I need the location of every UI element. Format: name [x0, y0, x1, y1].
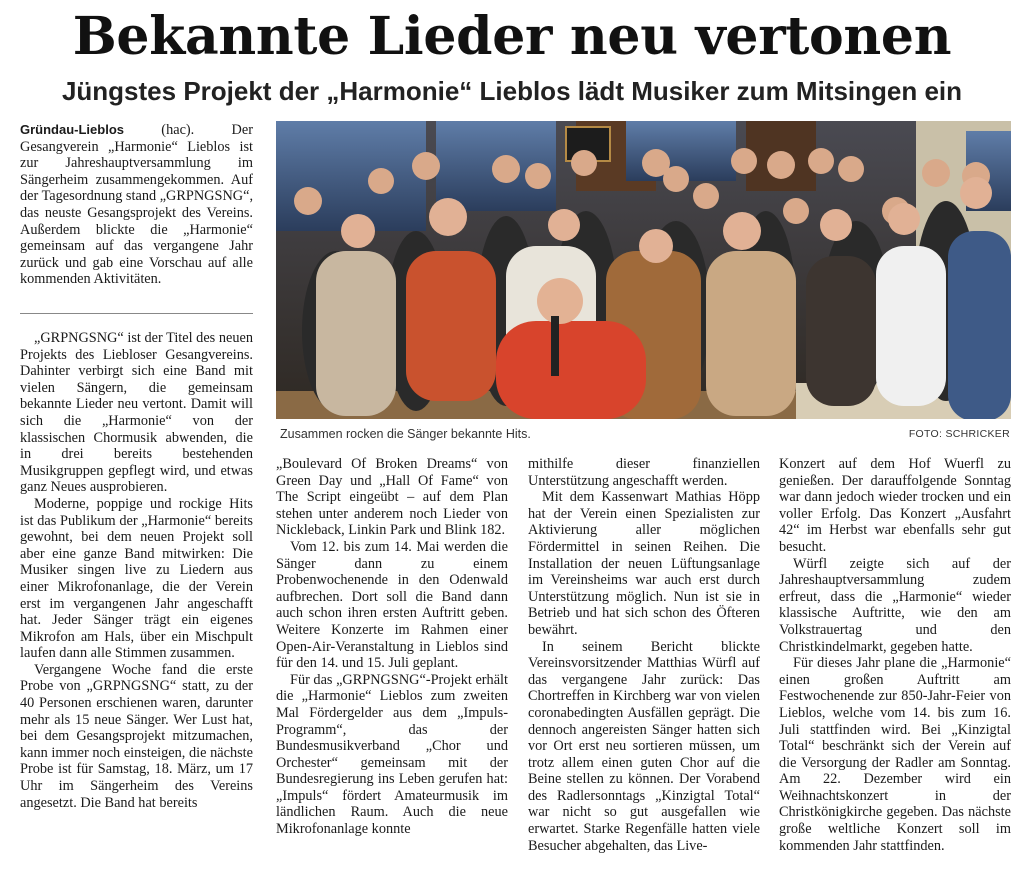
article-column-1-intro	[20, 122, 253, 312]
paragraph: Für dieses Jahr plane die „Harmonie“ einen großen Auftritt am Festwochenende zur 850-Jahr-Feier von Lieblos, welche vom 14. bis zum 16. Juli stattfinden wird. Bei „Kinzigtal Total“ beschränkt sich der Verein auf die Versorgung der Radler am Sonntag. Am 22. Dezember wird ein Weihnachtskonzert in der Christkönigkirche gegeben. Das nächste große weltliche Konzert soll im kommenden Jahr stattfinden.	[779, 655, 1011, 854]
paragraph: „GRPNGSNG“ ist der Titel des neuen Projekts des Liebloser Gesangvereins. Dahinter verbirgt sich eine Band mit vielen Sängern, die gemeinsam bekannte Lieder neu vertont. Damit will sich die „Harmonie“ von der klassischen Chormusik abwenden, die in drei bereits bestehenden Musikgruppen gepflegt wird, und etwas ganz Neues ausprobieren.	[20, 330, 253, 496]
paragraph: In seinem Bericht blickte Vereinsvorsitzender Matthias Würfl auf das vergangene Jahr zurück: Das Chortreffen in Kirchberg war von vielen coronabedingten Ausfällen geprägt. Die dennoch angereisten Sänger hatten sich vor Ort erst neu sortieren müssen, um trotz allem einen guten Chor auf die Beine stellen zu können. Der Vorabend des Radlersonntags „Kinzigtal Total“ war nicht so gut ausgefallen wie erwartet. Starke Regenfälle hatten viele Besucher abgehalten, das Live-	[528, 638, 760, 854]
article-headline: Bekannte Lieder neu vertonen	[72, 6, 952, 67]
intro-divider	[20, 313, 253, 314]
paragraph: Mit dem Kassenwart Mathias Höpp hat der Verein einen Spezialisten zur Aktivierung aller möglichen Fördermittel in seinen Reihen. Die Installation der neuen Lüftungsanlage im Vereinsheims war auch erst durch Unterstützung möglich. Nun ist sie in Betrieb und hat sich schon des Öfteren bewährt.	[528, 489, 760, 638]
intro-text: (hac). Der Gesangverein „Harmonie“ Lieblos ist zur Jahreshauptversammlung im Sängerheim zusammengekommen. Auf der Tagesordnung stand „GRPNGSNG“, das neuste Gesangsprojekt des Vereins. Außerdem blickte die „Harmonie“ gemeinsam auf das vergangene Jahr zurück und gab eine Vorschau auf alle kommenden Aktivitäten.	[20, 122, 253, 288]
photo-caption: Zusammen rocken die Sänger bekannte Hits.	[280, 427, 531, 441]
article-column-3	[528, 456, 760, 866]
paragraph: Vergangene Woche fand die erste Probe von „GRPNGSNG“ statt, zu der 40 Personen erschienen waren, darunter mehr als 15 neue Sänger. Wer Lust hat, bei dem Gesangsprojekt mitzumachen, kann immer noch einsteigen, die nächste Probe ist für Samstag, 18. März, um 17 Uhr im Sängerheim des Vereins angesetzt. Die Band hat bereits	[20, 661, 253, 811]
paragraph: Konzert auf dem Hof Wuerfl zu genießen. Der darauffolgende Sonntag war dann jedoch wieder trocken und ein voller Erfolg. Das Konzert „Ausfahrt 42“ im Herbst war ebenfalls sehr gut besucht.	[779, 456, 1011, 555]
paragraph: Würfl zeigte sich auf der Jahreshauptversammlung zudem erfreut, dass die „Harmonie“ wieder klassische Auftritte, wie den am Volkstrauertag und den Christkindelmarkt, gegeben hatte.	[779, 555, 1011, 655]
intro-paragraph	[20, 122, 253, 288]
paragraph: Für das „GRPNGSNG“-Projekt erhält die „Harmonie“ Lieblos zum zweiten Mal Fördergelder aus dem „Impuls-Programm“, das der Bundesmusikverband „Chor und Orchester“ gemeinsam mit der Bundesregierung ins Leben gerufen hat: „Impuls“ fördert Amateurmusik im ländlichen Raum. Auch die neue Mikrofonanlage konnte	[276, 671, 508, 838]
article-column-4	[779, 456, 1011, 866]
photo-credit: FOTO: SCHRICKER	[908, 428, 1010, 440]
dateline: Gründau-Lieblos	[20, 122, 124, 137]
paragraph: Vom 12. bis zum 14. Mai werden die Sänger dann zu einem Probenwochenende in den Odenwald aufbrechen. Dort soll die Band dann auch schon ihren ersten Auftritt geben. Weitere Konzerte im Rahmen einer Open-Air-Veranstaltung in Lieblos sind für den 14. und 15. Juli geplant.	[276, 538, 508, 672]
paragraph: mithilfe dieser finanziellen Unterstützung angeschafft werden.	[528, 456, 760, 489]
choir-group-photo	[276, 121, 1011, 419]
article-subheadline: Jüngstes Projekt der „Harmonie“ Lieblos lädt Musiker zum Mitsingen ein	[61, 76, 963, 106]
paragraph: „Boulevard Of Broken Dreams“ von Green Day und „Hall Of Fame“ von The Script eingeübt – auf dem Plan stehen unter anderem noch Lieder von Nickleback, Linkin Park und Blink 182.	[276, 456, 508, 539]
photo-caption-bar	[280, 427, 1010, 445]
article-column-2	[276, 456, 508, 866]
article-column-1	[20, 330, 253, 866]
paragraph: Moderne, poppige und rockige Hits ist das Publikum der „Harmonie“ bereits gewohnt, bei dem neuen Projekt soll aber eine ganze Band mitwirken: Die Musiker singen live zu Liedern aus einer Mikrofonanlage, die der Verein erst im vergangenen Jahr angeschafft hat. Jeder Sänger trägt ein eigenes Mikrofon am Hals, über ein Mischpult laufen dann alle Stimmen zusammen.	[20, 495, 253, 662]
article-photo	[276, 121, 1011, 419]
